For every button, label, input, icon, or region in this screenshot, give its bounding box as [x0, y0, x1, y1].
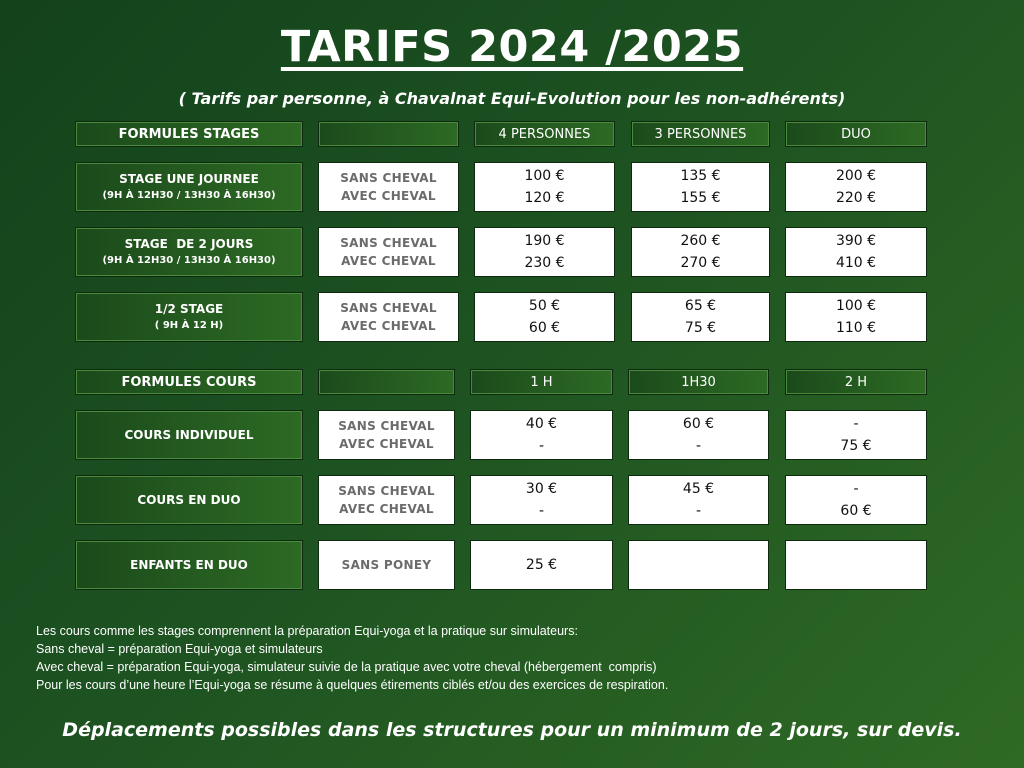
stage-row-1-price-col-2 [631, 162, 770, 212]
cours-row-2-price-col-2 [628, 475, 769, 525]
option-sans-cheval: SANS CHEVAL [340, 171, 437, 185]
stage-row-2-hours: (9H À 12H30 / 13H30 À 16H30) [102, 255, 276, 266]
stage-row-1-hours: (9H À 12H30 / 13H30 À 16H30) [102, 190, 276, 201]
price-avec-cheval: 270 € [680, 255, 721, 271]
option-sans-cheval: SANS CHEVAL [338, 484, 435, 498]
stages-header-label-text: FORMULES STAGES [118, 126, 260, 142]
price-sans-cheval: 390 € [835, 233, 877, 249]
notes-block [36, 622, 668, 694]
cours-header-col-2 [628, 369, 769, 395]
cours-header-col-3 [785, 369, 927, 395]
price-sans-cheval: 30 € [525, 481, 558, 497]
cours-header-col-3-text: 2 H [844, 374, 868, 390]
stages-header-col-3 [785, 121, 927, 147]
price-sans-cheval: 40 € [525, 416, 558, 432]
stage-row-2-price-col-3 [785, 227, 927, 277]
stage-row-2-price-col-2 [631, 227, 770, 277]
stage-row-2-label [75, 227, 303, 277]
price-sans-cheval: 65 € [684, 298, 717, 314]
cours-header-col-1-text: 1 H [530, 374, 553, 390]
note-line: Pour les cours d’une heure l’Equi-yoga se résume à quelques étirements ciblés et/ou des exercices de respiration. [36, 678, 669, 692]
option-sans-poney: SANS PONEY [341, 558, 432, 572]
price-avec-cheval: 230 € [524, 255, 565, 271]
option-sans-cheval: SANS CHEVAL [340, 236, 437, 250]
price-sans-cheval: - [853, 481, 859, 497]
price-avec-cheval: - [695, 438, 702, 454]
price-sans-cheval: 200 € [835, 168, 877, 184]
price-sans-cheval: 135 € [680, 168, 721, 184]
note-line: Sans cheval = préparation Equi-yoga et simulateurs [36, 642, 323, 656]
option-avec-cheval: AVEC CHEVAL [341, 319, 436, 333]
stage-row-3-hours: ( 9H À 12 H) [154, 320, 224, 331]
cours-row-3-options [318, 540, 455, 590]
price-sans-cheval: 50 € [528, 298, 561, 314]
stage-row-3-label [75, 292, 303, 342]
stages-header-label [75, 121, 303, 147]
cours-row-1-label [75, 410, 303, 460]
note-line: Avec cheval = préparation Equi-yoga, simulateur suivie de la pratique avec votre cheval (hébergement compris) [36, 660, 657, 674]
price-avec-cheval: - [695, 503, 702, 519]
stages-header-col-1-text: 4 PERSONNES [498, 126, 591, 142]
stage-row-2-options [318, 227, 459, 277]
stage-row-1-price-col-3 [785, 162, 927, 212]
stage-row-3-price-col-2 [631, 292, 770, 342]
price-avec-cheval: 410 € [835, 255, 877, 271]
cours-row-3-label [75, 540, 303, 590]
stages-header-blank [318, 121, 459, 147]
stage-row-1-options [318, 162, 459, 212]
stage-row-3-title: 1/2 STAGE [154, 302, 224, 316]
option-avec-cheval: AVEC CHEVAL [339, 502, 434, 516]
price-sans-cheval: - [853, 416, 859, 432]
option-avec-cheval: AVEC CHEVAL [341, 189, 436, 203]
cours-row-2-label [75, 475, 303, 525]
cours-row-1-price-col-1 [470, 410, 613, 460]
stage-row-1-label [75, 162, 303, 212]
stages-header-col-1 [474, 121, 615, 147]
cours-row-2-price-col-1 [470, 475, 613, 525]
price-sans-cheval: 60 € [682, 416, 715, 432]
price-avec-cheval: 110 € [835, 320, 877, 336]
price-avec-cheval: 60 € [840, 503, 872, 519]
footer-note: Déplacements possibles dans les structures pour un minimum de 2 jours, sur devis. [62, 719, 962, 741]
price-avec-cheval: 120 € [524, 190, 565, 206]
stage-row-3-options [318, 292, 459, 342]
stages-header-col-2-text: 3 PERSONNES [654, 126, 747, 142]
price-sans-poney: 25 € [525, 557, 558, 573]
cours-row-1-title: COURS INDIVIDUEL [124, 428, 254, 442]
page-subtitle: ( Tarifs par personne, à Chavalnat Equi-Evolution pour les non-adhérents) [178, 89, 846, 108]
cours-header-col-2-text: 1H30 [681, 374, 716, 390]
price-sans-cheval: 45 € [682, 481, 715, 497]
price-avec-cheval: 60 € [528, 320, 561, 336]
stage-row-3-price-col-3 [785, 292, 927, 342]
price-sans-cheval: 190 € [524, 233, 565, 249]
price-avec-cheval: 75 € [840, 438, 872, 454]
cours-row-1-price-col-3 [785, 410, 927, 460]
cours-header-label-text: FORMULES COURS [121, 374, 257, 390]
cours-header-col-1 [470, 369, 613, 395]
price-avec-cheval: - [538, 503, 545, 519]
stage-row-2-price-col-1 [474, 227, 615, 277]
option-sans-cheval: SANS CHEVAL [340, 301, 437, 315]
cours-row-2-title: COURS EN DUO [137, 493, 241, 507]
price-avec-cheval: 75 € [684, 320, 717, 336]
price-avec-cheval: 220 € [835, 190, 877, 206]
cours-row-1-options [318, 410, 455, 460]
stage-row-3-price-col-1 [474, 292, 615, 342]
cours-row-3-price-col-2 [628, 540, 769, 590]
option-sans-cheval: SANS CHEVAL [338, 419, 435, 433]
stage-row-2-title: STAGE DE 2 JOURS [124, 237, 254, 251]
cours-header-label [75, 369, 303, 395]
stages-header-col-3-text: DUO [841, 126, 871, 142]
cours-row-1-price-col-2 [628, 410, 769, 460]
price-sans-cheval: 100 € [835, 298, 877, 314]
stage-row-1-title: STAGE UNE JOURNEE [119, 172, 259, 186]
option-avec-cheval: AVEC CHEVAL [341, 254, 436, 268]
cours-row-2-price-col-3 [785, 475, 927, 525]
note-line: Les cours comme les stages comprennent la préparation Equi-yoga et la pratique sur simulateurs: [36, 624, 578, 638]
page-title: TARIFS 2024 /2025 [280, 22, 744, 72]
cours-row-3-price-col-3 [785, 540, 927, 590]
stage-row-1-price-col-1 [474, 162, 615, 212]
price-sans-cheval: 100 € [524, 168, 565, 184]
cours-row-3-price-col-1 [470, 540, 613, 590]
price-avec-cheval: - [538, 438, 545, 454]
option-avec-cheval: AVEC CHEVAL [339, 437, 434, 451]
price-sans-cheval: 260 € [680, 233, 721, 249]
cours-row-2-options [318, 475, 455, 525]
cours-row-3-title: ENFANTS EN DUO [130, 558, 248, 572]
stages-header-col-2 [631, 121, 770, 147]
cours-header-blank [318, 369, 455, 395]
price-avec-cheval: 155 € [680, 190, 721, 206]
